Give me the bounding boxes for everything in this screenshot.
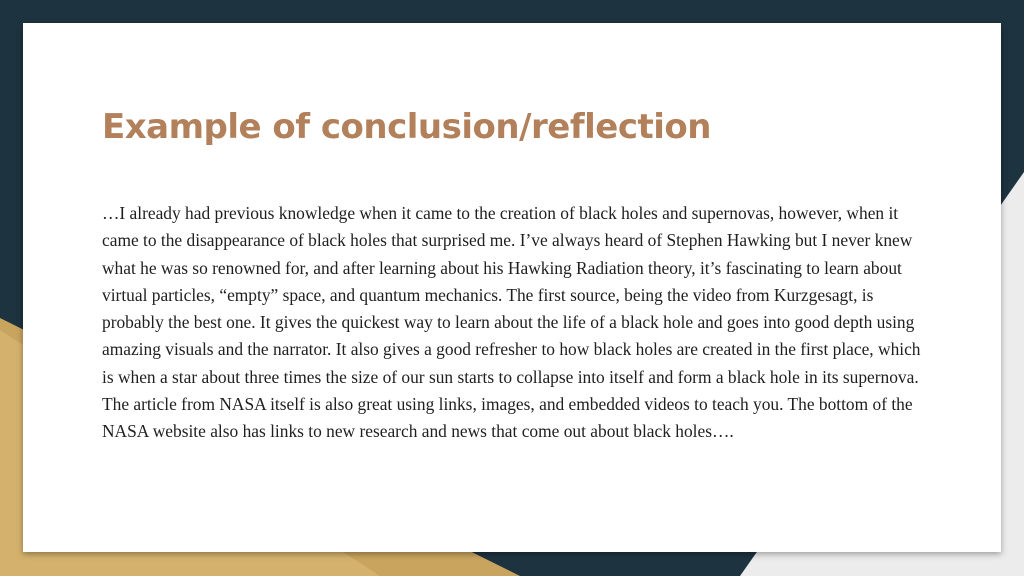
slide-title: Example of conclusion/reflection (102, 107, 711, 147)
slide-body-text: …I already had previous knowledge when it came to the creation of black holes and supernovas, however, when it came to the disappearance of black holes that surprised me. I’ve always heard of Stephen Hawking but I never knew what he was so renowned for, and after learning about his Hawking Radiation theory, it’s fascinating to learn about virtual particles, “empty” space, and quantum mechanics. The first source, being the video from Kurzgesagt, is probably the best one. It gives the quickest way to learn about the life of a black hole and goes into good depth using amazing visuals and the narrator. It also gives a good refresher to how black holes are created in the first place, which is when a star about three times the size of our sun starts to collapse into itself and form a black hole in its supernova. The article from NASA itself is also great using links, images, and embedded videos to teach you. The bottom of the NASA website also has links to new research and news that come out about black holes…. (102, 203, 921, 442)
slide-card (23, 23, 1001, 552)
